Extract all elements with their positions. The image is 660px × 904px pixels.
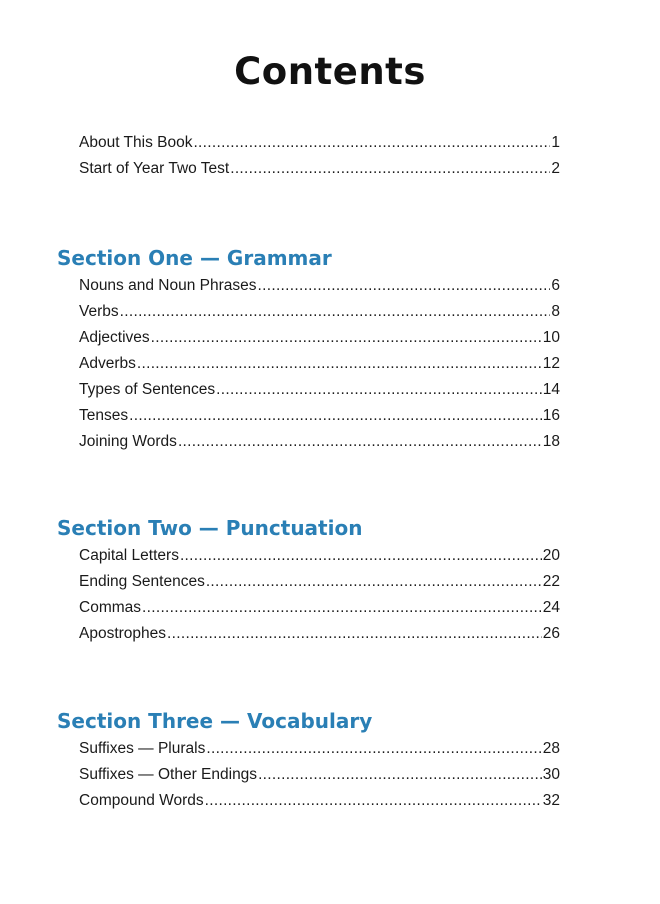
toc-entry-label: Joining Words: [79, 433, 177, 450]
toc-entry-page: 14: [542, 381, 560, 398]
toc-entry-label: Verbs: [79, 303, 119, 320]
toc-entry-page: 12: [542, 355, 560, 372]
dot-leader: [120, 302, 551, 322]
toc-entry[interactable]: [79, 572, 560, 598]
toc-entry[interactable]: [79, 432, 560, 458]
dot-leader: [230, 159, 550, 179]
toc-entry-label: Compound Words: [79, 792, 204, 809]
toc-entry-page: 28: [542, 740, 560, 757]
dot-leader: [137, 354, 542, 374]
dot-leader: [193, 133, 550, 153]
toc-entry[interactable]: [79, 739, 560, 765]
toc-entry-label: Commas: [79, 599, 142, 616]
toc-entry-label: Apostrophes: [79, 625, 167, 642]
section-vocabulary-list: [79, 739, 560, 817]
toc-entry-page: 10: [542, 329, 560, 346]
toc-entry[interactable]: [79, 133, 560, 159]
toc-entry[interactable]: [79, 354, 560, 380]
section-grammar-list: [79, 276, 560, 458]
dot-leader: [206, 739, 541, 759]
toc-entry-label: Suffixes — Other Endings: [79, 766, 258, 783]
dot-leader: [258, 765, 542, 785]
toc-entry[interactable]: [79, 598, 560, 624]
toc-entry[interactable]: [79, 406, 560, 432]
intro-list: [79, 133, 560, 185]
toc-entry-page: 24: [542, 599, 560, 616]
toc-entry-page: 30: [542, 766, 560, 783]
toc-entry-label: Types of Sentences: [79, 381, 216, 398]
dot-leader: [167, 624, 542, 644]
toc-entry[interactable]: [79, 624, 560, 650]
dot-leader: [180, 546, 542, 566]
toc-entry[interactable]: [79, 276, 560, 302]
toc-entry-page: 20: [542, 547, 560, 564]
toc-entry[interactable]: [79, 765, 560, 791]
dot-leader: [205, 791, 542, 811]
dot-leader: [258, 276, 551, 296]
toc-entry-page: 32: [542, 792, 560, 809]
toc-entry-page: 26: [542, 625, 560, 642]
section-heading: Section One — Grammar: [57, 246, 332, 270]
toc-entry-page: 22: [542, 573, 560, 590]
toc-entry-page: 8: [551, 303, 560, 320]
section-heading: Section Three — Vocabulary: [57, 709, 373, 733]
dot-leader: [216, 380, 542, 400]
toc-entry[interactable]: [79, 546, 560, 572]
toc-entry[interactable]: [79, 302, 560, 328]
toc-entry-label: Suffixes — Plurals: [79, 740, 206, 757]
toc-entry-page: 16: [542, 407, 560, 424]
toc-entry-label: Ending Sentences: [79, 573, 205, 590]
dot-leader: [151, 328, 542, 348]
toc-entry-label: Nouns and Noun Phrases: [79, 277, 257, 294]
toc-entry-page: 6: [551, 277, 560, 294]
toc-entry-label: Capital Letters: [79, 547, 179, 564]
toc-entry-page: 2: [551, 160, 560, 177]
dot-leader: [129, 406, 542, 426]
section-heading: Section Two — Punctuation: [57, 516, 363, 540]
toc-entry[interactable]: [79, 159, 560, 185]
toc-entry-label: Tenses: [79, 407, 129, 424]
toc-entry-page: 1: [551, 134, 560, 151]
toc-entry[interactable]: [79, 380, 560, 406]
dot-leader: [206, 572, 542, 592]
dot-leader: [142, 598, 542, 618]
section-punctuation-list: [79, 546, 560, 650]
toc-entry-label: Adjectives: [79, 329, 150, 346]
dot-leader: [178, 432, 542, 452]
toc-entry-label: Start of Year Two Test: [79, 160, 230, 177]
toc-entry[interactable]: [79, 328, 560, 354]
toc-entry[interactable]: [79, 791, 560, 817]
toc-entry-label: About This Book: [79, 134, 193, 151]
toc-entry-label: Adverbs: [79, 355, 136, 372]
toc-entry-page: 18: [542, 433, 560, 450]
page-title: Contents: [234, 50, 426, 93]
